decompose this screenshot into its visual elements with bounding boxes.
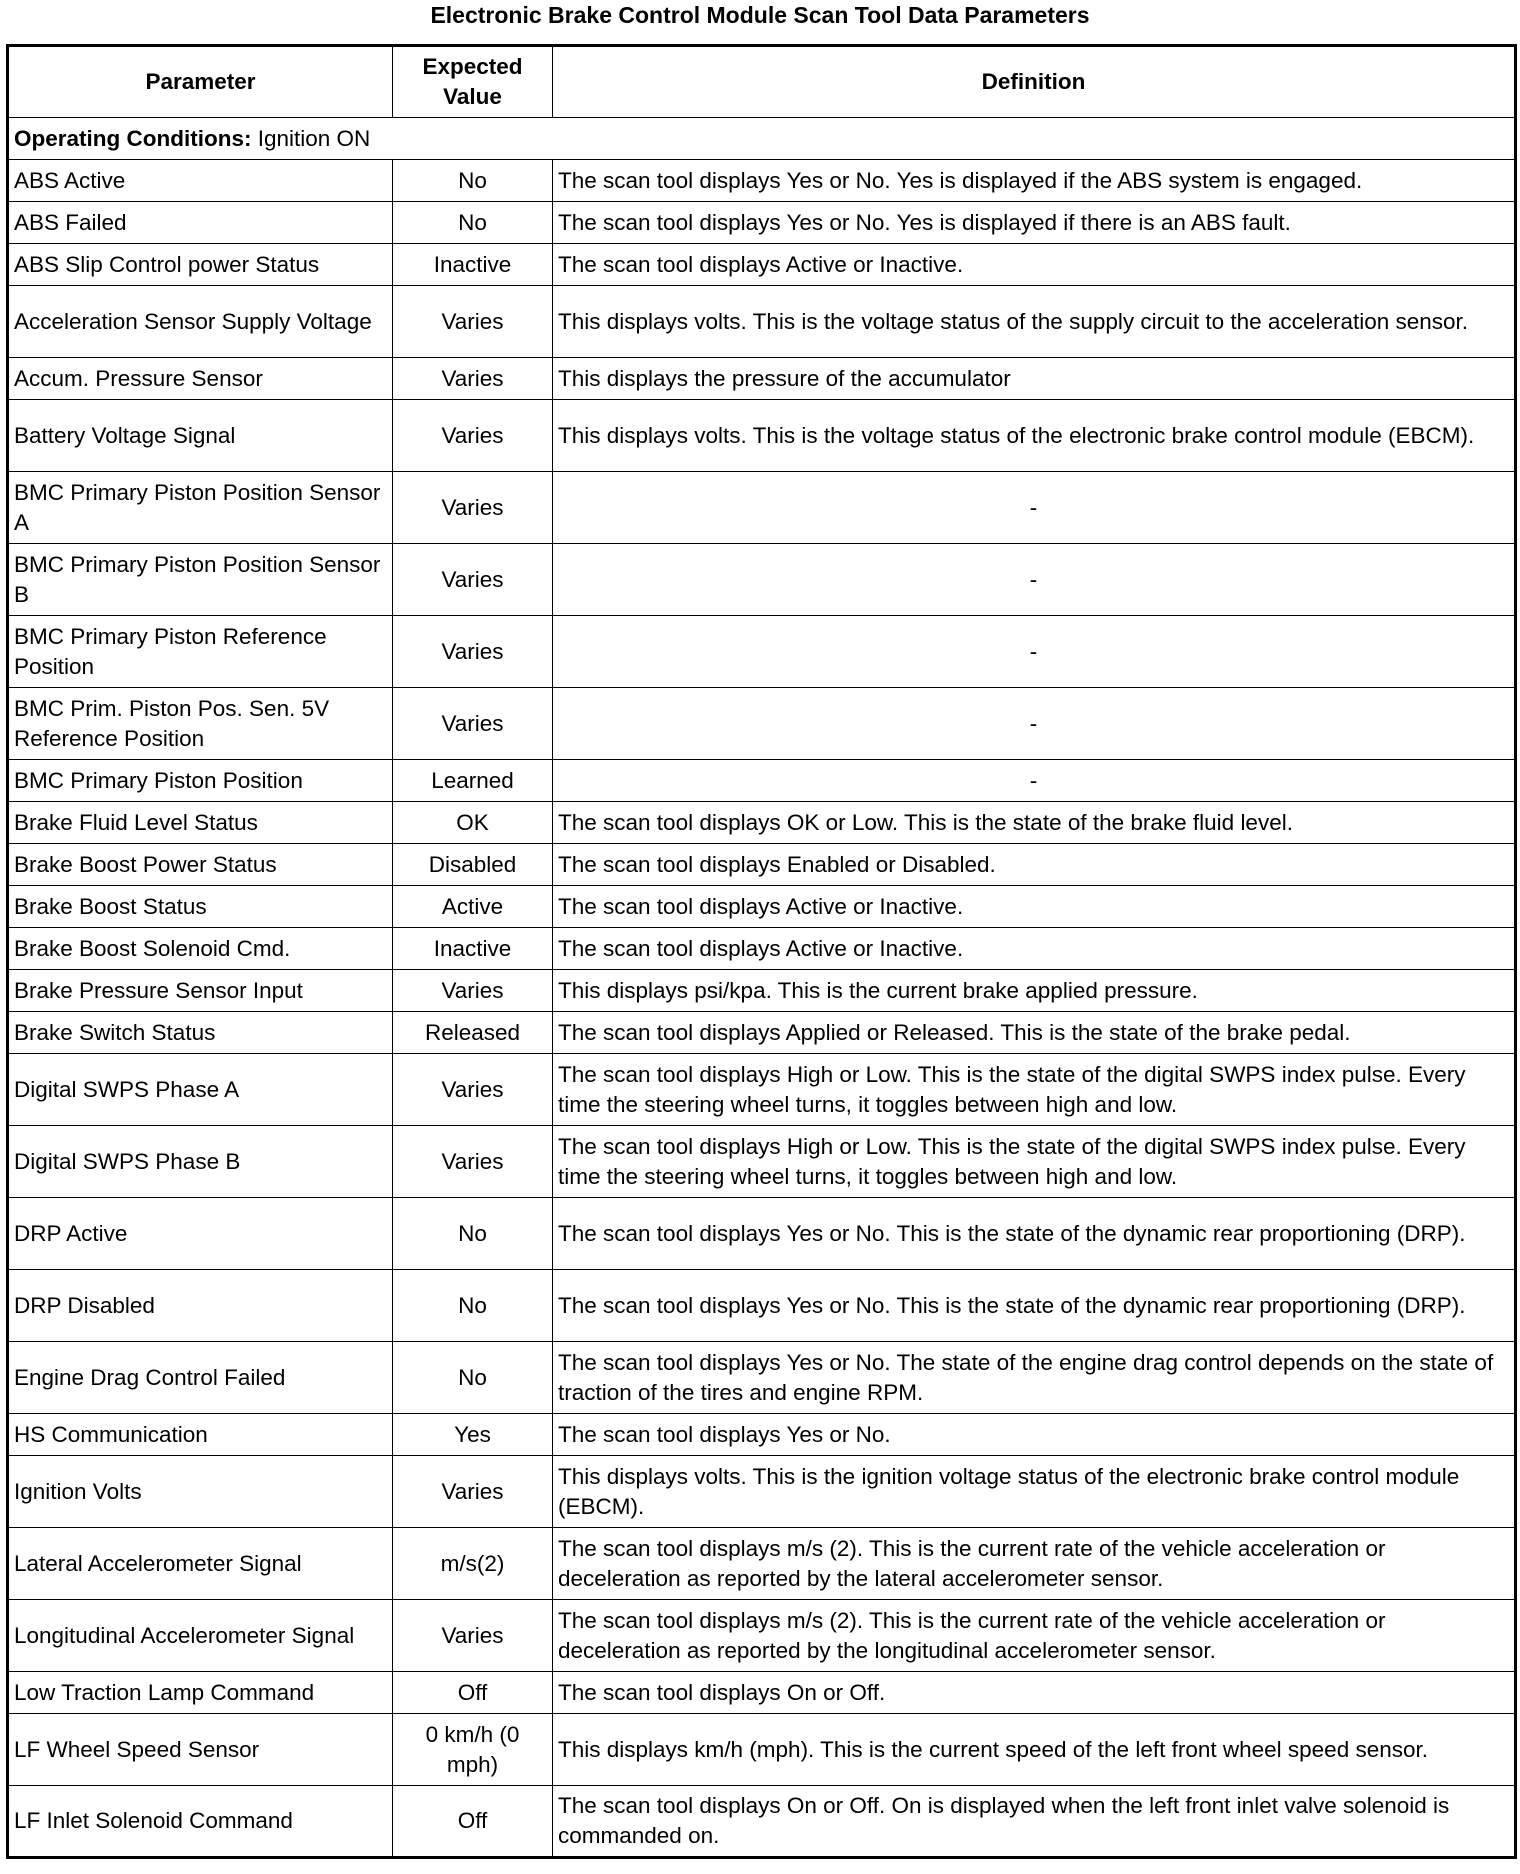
expected-value-cell: Varies	[393, 358, 553, 400]
expected-value-cell: Varies	[393, 616, 553, 688]
table-row	[8, 472, 1516, 544]
parameter-cell: Battery Voltage Signal	[8, 400, 393, 472]
parameter-cell: Low Traction Lamp Command	[8, 1672, 393, 1714]
expected-value-cell: No	[393, 160, 553, 202]
table-row	[8, 886, 1516, 928]
definition-cell: The scan tool displays On or Off.	[553, 1672, 1516, 1714]
definition-cell: This displays volts. This is the voltage status of the supply circuit to the acceleration sensor.	[553, 286, 1516, 358]
table-row	[8, 760, 1516, 802]
definition-cell: The scan tool displays Yes or No. This is the state of the dynamic rear proportioning (DRP).	[553, 1198, 1516, 1270]
definition-cell: -	[553, 760, 1516, 802]
expected-value-cell: Varies	[393, 1054, 553, 1126]
expected-value-cell: Varies	[393, 1456, 553, 1528]
parameter-cell: Lateral Accelerometer Signal	[8, 1528, 393, 1600]
page-title: Electronic Brake Control Module Scan Tool Data Parameters	[430, 2, 1090, 28]
table-row	[8, 358, 1516, 400]
definition-cell: The scan tool displays Enabled or Disabled.	[553, 844, 1516, 886]
table-row	[8, 844, 1516, 886]
expected-value-cell: Varies	[393, 286, 553, 358]
table-header-row	[8, 46, 1516, 118]
definition-cell: The scan tool displays Active or Inactive.	[553, 886, 1516, 928]
definition-cell: The scan tool displays m/s (2). This is the current rate of the vehicle acceleration or deceleration as reported by the lateral accelerometer sensor.	[553, 1528, 1516, 1600]
parameter-cell: Brake Boost Solenoid Cmd.	[8, 928, 393, 970]
expected-value-cell: Varies	[393, 1126, 553, 1198]
definition-cell: This displays psi/kpa. This is the current brake applied pressure.	[553, 970, 1516, 1012]
expected-value-cell: Learned	[393, 760, 553, 802]
expected-value-cell: Inactive	[393, 928, 553, 970]
definition-cell: The scan tool displays Yes or No. Yes is displayed if there is an ABS fault.	[553, 202, 1516, 244]
parameter-cell: Digital SWPS Phase B	[8, 1126, 393, 1198]
table-row	[8, 244, 1516, 286]
definition-cell: The scan tool displays Applied or Released. This is the state of the brake pedal.	[553, 1012, 1516, 1054]
definition-cell: This displays volts. This is the ignition voltage status of the electronic brake control module (EBCM).	[553, 1456, 1516, 1528]
table-row	[8, 160, 1516, 202]
definition-cell: The scan tool displays High or Low. This is the state of the digital SWPS index pulse. Every time the steering wheel turns, it toggles between high and low.	[553, 1126, 1516, 1198]
parameter-cell: Accum. Pressure Sensor	[8, 358, 393, 400]
expected-value-cell: Released	[393, 1012, 553, 1054]
table-row	[8, 688, 1516, 760]
parameter-cell: ABS Failed	[8, 202, 393, 244]
parameter-cell: BMC Prim. Piston Pos. Sen. 5V Reference Position	[8, 688, 393, 760]
definition-cell: The scan tool displays Active or Inactive.	[553, 928, 1516, 970]
expected-value-cell: Varies	[393, 688, 553, 760]
definition-cell: -	[553, 616, 1516, 688]
definition-cell: -	[553, 544, 1516, 616]
header-parameter: Parameter	[8, 46, 393, 118]
definition-cell: The scan tool displays High or Low. This is the state of the digital SWPS index pulse. Every time the steering wheel turns, it toggles between high and low.	[553, 1054, 1516, 1126]
parameter-cell: ABS Slip Control power Status	[8, 244, 393, 286]
parameter-cell: BMC Primary Piston Position Sensor A	[8, 472, 393, 544]
parameter-cell: LF Inlet Solenoid Command	[8, 1786, 393, 1858]
expected-value-cell: No	[393, 202, 553, 244]
expected-value-cell: Yes	[393, 1414, 553, 1456]
parameter-cell: BMC Primary Piston Position Sensor B	[8, 544, 393, 616]
table-row	[8, 400, 1516, 472]
definition-cell: The scan tool displays Yes or No. This is the state of the dynamic rear proportioning (DRP).	[553, 1270, 1516, 1342]
definition-cell: The scan tool displays On or Off. On is displayed when the left front inlet valve solenoid is commanded on.	[553, 1786, 1516, 1858]
table-row	[8, 1600, 1516, 1672]
parameter-cell: BMC Primary Piston Reference Position	[8, 616, 393, 688]
expected-value-cell: Inactive	[393, 244, 553, 286]
table-row	[8, 928, 1516, 970]
expected-value-cell: m/s(2)	[393, 1528, 553, 1600]
header-definition: Definition	[553, 46, 1516, 118]
operating-conditions-row	[8, 118, 1516, 160]
parameter-cell: BMC Primary Piston Position	[8, 760, 393, 802]
parameter-cell: DRP Active	[8, 1198, 393, 1270]
expected-value-cell: Varies	[393, 400, 553, 472]
definition-cell: -	[553, 472, 1516, 544]
parameter-cell: Ignition Volts	[8, 1456, 393, 1528]
parameter-cell: DRP Disabled	[8, 1270, 393, 1342]
parameter-cell: ABS Active	[8, 160, 393, 202]
definition-cell: -	[553, 688, 1516, 760]
table-row	[8, 1342, 1516, 1414]
expected-value-cell: Varies	[393, 544, 553, 616]
parameter-cell: LF Wheel Speed Sensor	[8, 1714, 393, 1786]
expected-value-cell: Off	[393, 1672, 553, 1714]
parameter-cell: Digital SWPS Phase A	[8, 1054, 393, 1126]
expected-value-cell: No	[393, 1270, 553, 1342]
table-row	[8, 1054, 1516, 1126]
table-row	[8, 1786, 1516, 1858]
table-row	[8, 802, 1516, 844]
definition-cell: The scan tool displays OK or Low. This is the state of the brake fluid level.	[553, 802, 1516, 844]
definition-cell: The scan tool displays m/s (2). This is the current rate of the vehicle acceleration or deceleration as reported by the longitudinal accelerometer sensor.	[553, 1600, 1516, 1672]
table-row	[8, 1456, 1516, 1528]
table-row	[8, 1270, 1516, 1342]
expected-value-cell: No	[393, 1198, 553, 1270]
table-row	[8, 544, 1516, 616]
table-row	[8, 1528, 1516, 1600]
expected-value-cell: Active	[393, 886, 553, 928]
table-row	[8, 1012, 1516, 1054]
expected-value-cell: 0 km/h (0 mph)	[393, 1714, 553, 1786]
table-row	[8, 1126, 1516, 1198]
table-row	[8, 1198, 1516, 1270]
expected-value-cell: Off	[393, 1786, 553, 1858]
parameter-cell: Acceleration Sensor Supply Voltage	[8, 286, 393, 358]
parameter-cell: HS Communication	[8, 1414, 393, 1456]
operating-conditions-value: Ignition ON	[257, 125, 371, 151]
definition-cell: The scan tool displays Active or Inactive.	[553, 244, 1516, 286]
table-row	[8, 970, 1516, 1012]
operating-conditions	[8, 118, 1516, 160]
table-row	[8, 1672, 1516, 1714]
expected-value-cell: Disabled	[393, 844, 553, 886]
operating-conditions-label: Operating Conditions:	[14, 125, 252, 151]
table-row	[8, 1714, 1516, 1786]
parameter-cell: Brake Boost Power Status	[8, 844, 393, 886]
expected-value-cell: Varies	[393, 1600, 553, 1672]
parameter-cell: Longitudinal Accelerometer Signal	[8, 1600, 393, 1672]
parameter-cell: Engine Drag Control Failed	[8, 1342, 393, 1414]
expected-value-cell: No	[393, 1342, 553, 1414]
parameter-cell: Brake Boost Status	[8, 886, 393, 928]
definition-cell: This displays km/h (mph). This is the current speed of the left front wheel speed sensor.	[553, 1714, 1516, 1786]
table-row	[8, 286, 1516, 358]
definition-cell: This displays volts. This is the voltage status of the electronic brake control module (EBCM).	[553, 400, 1516, 472]
table-row	[8, 202, 1516, 244]
definition-cell: The scan tool displays Yes or No. Yes is displayed if the ABS system is engaged.	[553, 160, 1516, 202]
table-row	[8, 616, 1516, 688]
parameters-table	[6, 44, 1517, 1859]
definition-cell: This displays the pressure of the accumulator	[553, 358, 1516, 400]
parameter-cell: Brake Fluid Level Status	[8, 802, 393, 844]
table-row	[8, 1414, 1516, 1456]
header-expected-value: Expected Value	[393, 46, 553, 118]
definition-cell: The scan tool displays Yes or No. The state of the engine drag control depends on the state of traction of the tires and engine RPM.	[553, 1342, 1516, 1414]
parameter-cell: Brake Pressure Sensor Input	[8, 970, 393, 1012]
expected-value-cell: Varies	[393, 472, 553, 544]
definition-cell: The scan tool displays Yes or No.	[553, 1414, 1516, 1456]
expected-value-cell: Varies	[393, 970, 553, 1012]
parameter-cell: Brake Switch Status	[8, 1012, 393, 1054]
expected-value-cell: OK	[393, 802, 553, 844]
